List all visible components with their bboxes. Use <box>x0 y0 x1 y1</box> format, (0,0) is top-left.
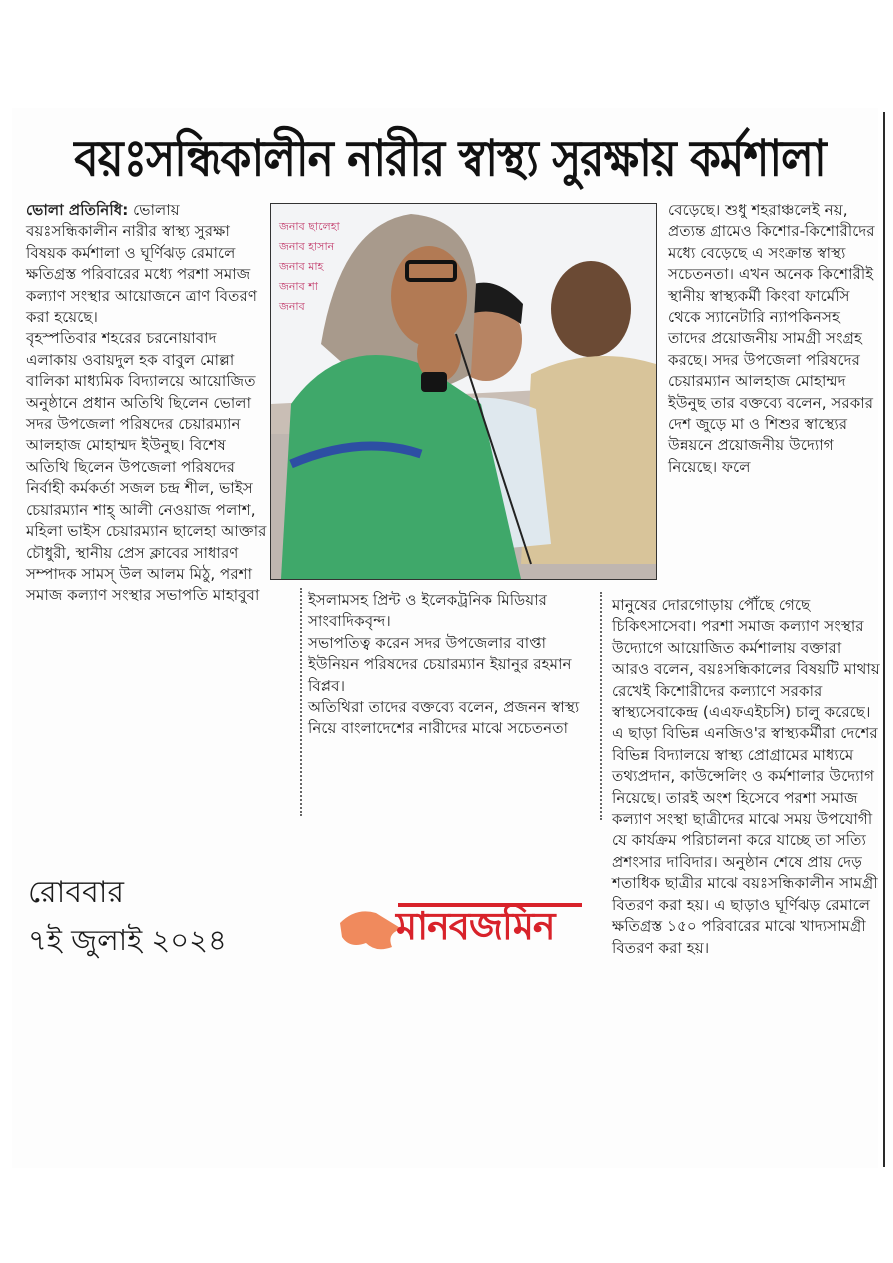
paragraph: অতিথিরা তাদের বক্তব্যে বলেন, প্রজনন স্বাস্থ্য নিয়ে বাংলাদেশের নারীদের মাঝে সচেতনতা <box>308 698 580 738</box>
paragraph: মানুষের দোরগোড়ায় পৌঁছে গেছে চিকিৎসাসেবা। পরশা সমাজ কল্যাণ সংস্থার উদ্যোগে আয়োজিত কর্মশালায় বক্তারা আরও বলেন, বয়ঃসন্ধিকালের বিষয়টি মাথায় রেখেই কিশোরীদের কল্যাণে সরকার স্বাস্থ্যসেবাকেন্দ্র (এএফএইচসি) চালু করেছে। এ ছাড়া বিভিন্ন এনজিও'র স্বাস্থ্যকর্মীরা দেশের বিভিন্ন বিদ্যালয়ে স্বাস্থ্য প্রোগ্রামের মাধ্যমে তথ্যপ্রদান, কাউন্সেলিং ও কর্মশালার উদ্যোগ নিয়েছে। তারই অংশ হিসেবে পরশা সমাজ কল্যাণ সংস্থা ছাত্রীদের মাঝে সময় উপযোগী যে কার্যক্রম পরিচালনা করে যাচ্ছে তা সত্যি প্রশংসার দাবিদার। অনুষ্ঠান শেষে প্রায় দেড় শতাধিক ছাত্রীর মাঝে বয়ঃসন্ধিকালীন সামগ্রী বিতরণ করা হয়। এ ছাড়াও ঘূর্ণিঝড় রেমালে ক্ষতিগ্রস্ত ১৫০ পরিবারের মাঝে খাদ্যসামগ্রী বিতরণ করা হয়। <box>612 596 880 957</box>
banner-line: জনাব মাহ <box>279 260 324 273</box>
banner-line: জনাব হাসান <box>279 240 335 253</box>
banner-line: জনাব ছালেহা <box>279 220 340 233</box>
article-column-3-top <box>668 200 883 478</box>
article-photo <box>270 203 657 580</box>
banner-line: জনাব শা <box>279 280 318 293</box>
photo-illustration <box>271 204 656 579</box>
headline: বয়ঃসন্ধিকালীন নারীর স্বাস্থ্য সুরক্ষায় কর্মশালা <box>74 129 826 189</box>
dateline-day: রোববার <box>28 875 124 910</box>
paragraph: ভোলায় বয়ঃসন্ধিকালীন নারীর স্বাস্থ্য সুরক্ষা বিষয়ক কর্মশালা ও ঘূর্ণিঝড় রেমালে ক্ষতিগ্রস্ত পরিবারের মধ্যে পরশা সমাজ কল্যাণ সংস্থার আয়োজনে ত্রাণ বিতরণ করা হয়েছে। <box>26 201 258 327</box>
publication-logo <box>336 895 586 965</box>
watch <box>421 372 447 392</box>
article-column-1 <box>26 200 271 607</box>
paragraph: ইসলামসহ প্রিন্ট ও ইলেকট্রনিক মিডিয়ার সাংবাদিকবৃন্দ। <box>308 591 547 631</box>
column-rule <box>883 112 885 1167</box>
dotted-divider <box>600 592 602 820</box>
paragraph: সভাপতিত্ব করেন সদর উপজেলার বাপ্তা ইউনিয়ন পরিষদের চেয়ারম্যান ইয়ানুর রহমান বিপ্লব। <box>308 633 572 695</box>
paragraph: বৃহস্পতিবার শহরের চরনোয়াবাদ এলাকায় ওবায়দুল হক বাবুল মোল্লা বালিকা মাধ্যমিক বিদ্যালয়ে আয়োজিত অনুষ্ঠানে প্রধান অতিথি ছিলেন ভোলা সদর উপজেলা পরিষদের চেয়ারম্যান আলহাজ মোহাম্মদ ইউনুছ। বিশেষ অতিথি ছিলেন উপজেলা পরিষদের নির্বাহী কর্মকর্তা সজল চন্দ্র শীল, ভাইস চেয়ারম্যান শাহ্ আলী নেওয়াজ পলাশ, মহিলা ভাইস চেয়ারম্যান ছালেহা আক্তার চৌধুরী, স্থানীয় প্রেস ক্লাবের সাধারণ সম্পাদক সামস্ উল আলম মিঠু, পরশা সমাজ কল্যাণ সংস্থার সভাপতি মাহাবুবা <box>26 329 267 605</box>
publication-name: মানবজমিন <box>396 904 555 948</box>
article-column-3-bottom <box>612 595 882 959</box>
article-column-2 <box>308 590 598 740</box>
dotted-divider <box>300 588 302 816</box>
banner-line: জনাব <box>279 300 305 313</box>
dateline-date: ৭ই জুলাই ২০২৪ <box>28 923 227 957</box>
paragraph: বেড়েছে। শুধু শহরাঞ্চলেই নয়, প্রত্যন্ত গ্রামেও কিশোর-কিশোরীদের মধ্যে বেড়েছে এ সংক্রান্ত স্বাস্থ্য সচেতনতা। এখন অনেক কিশোরীই স্থানীয় স্বাস্থ্যকর্মী কিংবা ফার্মেসি থেকে স্যানেটারি ন্যাপকিনসহ তাদের প্রয়োজনীয় সামগ্রী সংগ্রহ করছে। সদর উপজেলা পরিষদের চেয়ারম্যান আলহাজ মোহাম্মদ ইউনুছ তার বক্তব্যে বলেন, সরকার দেশ জুড়ে মা ও শিশুর স্বাস্থ্যের উন্নয়নে প্রয়োজনীয় উদ্যোগ নিয়েছে। ফলে <box>668 201 875 476</box>
byline: ভোলা প্রতিনিধি: <box>26 201 129 219</box>
man-right-head <box>551 261 631 357</box>
